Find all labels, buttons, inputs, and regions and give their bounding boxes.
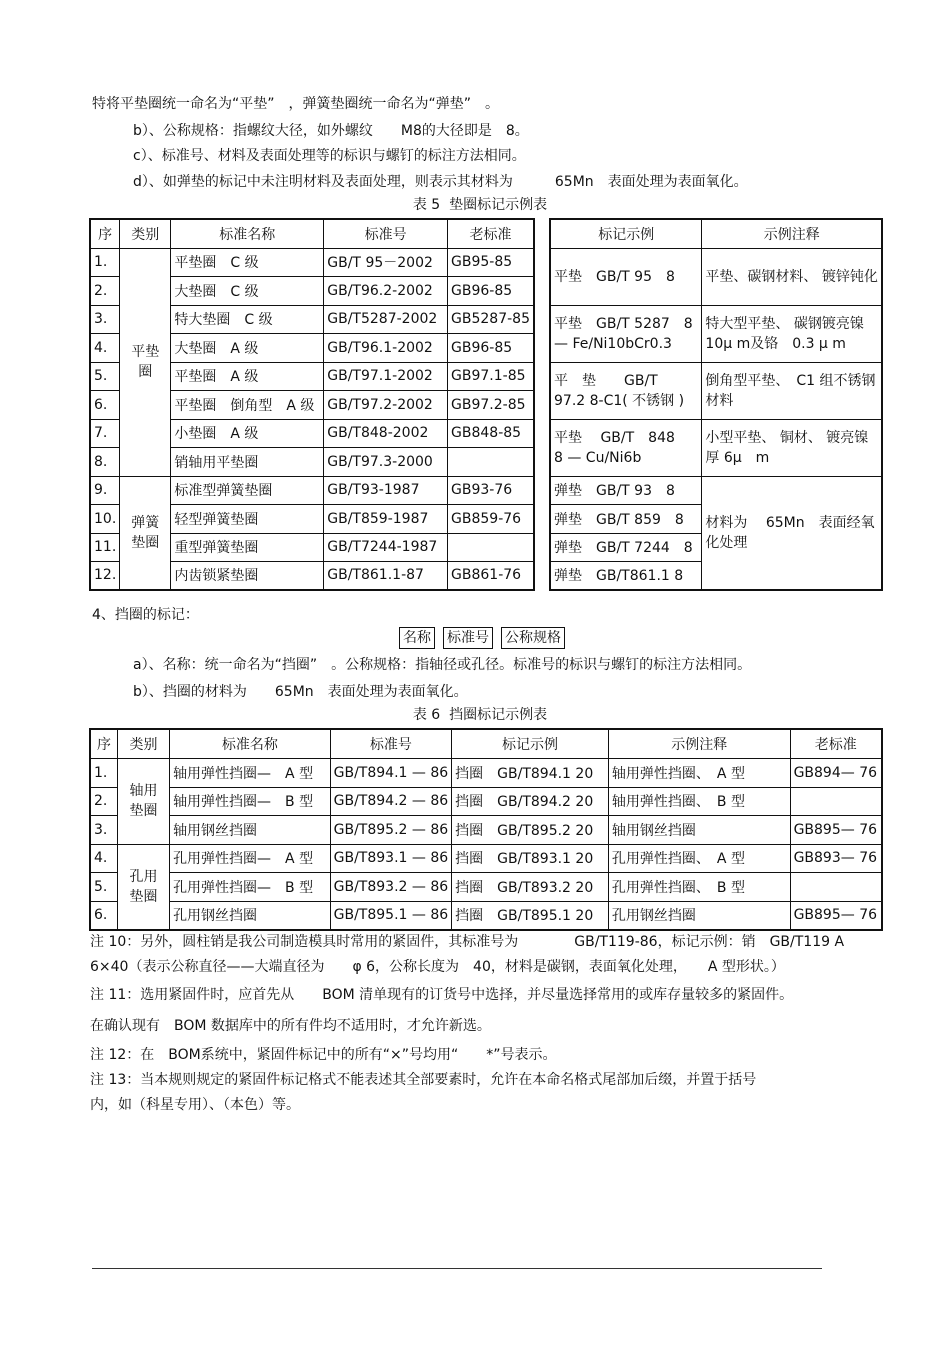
footer-rule xyxy=(92,1268,822,1269)
box-name: 名称 xyxy=(399,627,435,649)
row-no: 2. xyxy=(90,787,117,815)
section4-title: 4、挡圈的标记： xyxy=(92,607,199,623)
row-std: GB/T97.2-2002 xyxy=(324,390,448,419)
header-std-no: 标准号 xyxy=(324,219,448,248)
row-no: 2. xyxy=(90,276,120,305)
note-13-line-1: 注 13：当本规则规定的紧固件标记格式不能表述其全部要素时，允许在本命名格式尾部加后缀，并置于括号 xyxy=(90,1072,757,1088)
row-std: GB/T5287-2002 xyxy=(324,305,448,333)
example-mark: 平 垫 GB/T 97.2 8-C1( 不锈钢 ) xyxy=(550,362,702,419)
row-name: 轻型弹簧垫圈 xyxy=(171,504,324,533)
row-std: GB/T93-1987 xyxy=(324,476,448,504)
row-std: GB/T848-2002 xyxy=(324,419,448,447)
row-no: 3. xyxy=(90,815,117,844)
row-mark: 挡圈 GB/T893.2 20 xyxy=(452,872,609,901)
note-11-line-2: 在确认现有 BOM 数据库中的所有件均不适用时，才允许新选。 xyxy=(90,1018,491,1034)
header-std-name: 标准名称 xyxy=(170,729,331,758)
row-note: 轴用弹性挡圈、 A 型 xyxy=(608,758,790,787)
header-no: 序 xyxy=(90,729,117,758)
section4-line-b: b）、挡圈的材料为 65Mn 表面处理为表面氧化。 xyxy=(133,684,468,700)
header-std-no: 标准号 xyxy=(330,729,452,758)
category-shaft: 轴用垫圈 xyxy=(117,758,169,844)
row-name: 重型弹簧垫圈 xyxy=(171,533,324,561)
row-old: GB861-76 xyxy=(448,561,534,590)
row-note: 轴用弹性挡圈、 B 型 xyxy=(608,787,790,815)
row-mark: 挡圈 GB/T895.2 20 xyxy=(452,815,609,844)
row-name: 轴用弹性挡圈— A 型 xyxy=(170,758,331,787)
row-name: 轴用弹性挡圈— B 型 xyxy=(170,787,331,815)
header-old-std: 老标准 xyxy=(448,219,534,248)
box-std-no: 标准号 xyxy=(443,627,493,649)
row-note: 轴用钢丝挡圈 xyxy=(608,815,790,844)
note-12: 注 12：在 BOM系统中，紧固件标记中的所有“×”号均用“ *”号表示。 xyxy=(90,1047,557,1063)
row-std: GB/T859-1987 xyxy=(324,504,448,533)
row-old: GB96-85 xyxy=(448,333,534,362)
row-old xyxy=(448,533,534,561)
row-no: 10. xyxy=(90,504,120,533)
header-std-name: 标准名称 xyxy=(171,219,324,248)
row-std: GB/T894.1 — 86 xyxy=(330,758,452,787)
row-old: GB96-85 xyxy=(448,276,534,305)
row-std: GB/T861.1-87 xyxy=(324,561,448,590)
row-no: 7. xyxy=(90,419,120,447)
row-no: 6. xyxy=(90,390,120,419)
row-name: 平垫圈 A 级 xyxy=(171,362,324,390)
example-mark: 平垫 GB/T 5287 8 — Fe/Ni10bCr0.3 xyxy=(550,305,702,362)
header-no: 序 xyxy=(90,219,120,248)
header-old-std: 老标准 xyxy=(790,729,882,758)
row-name: 孔用钢丝挡圈 xyxy=(170,901,331,930)
example-note: 特大型平垫、 碳钢镀亮镍 10μ m及铬 0.3 μ m xyxy=(702,305,882,362)
category-flat: 平垫圈 xyxy=(120,248,171,476)
row-old: GB93-76 xyxy=(448,476,534,504)
row-old: GB859-76 xyxy=(448,504,534,533)
row-old: GB895— 76 xyxy=(790,815,882,844)
table6-caption: 表 6 挡圈标记示例表 xyxy=(412,707,548,723)
row-name: 内齿锁紧垫圈 xyxy=(171,561,324,590)
header-category: 类别 xyxy=(120,219,171,248)
example-mark: 弹垫 GB/T 93 8 xyxy=(550,476,702,504)
category-hole: 孔用垫圈 xyxy=(117,844,169,930)
row-old: GB97.1-85 xyxy=(448,362,534,390)
header-example-note: 示例注释 xyxy=(608,729,790,758)
row-std: GB/T895.2 — 86 xyxy=(330,815,452,844)
row-std: GB/T894.2 — 86 xyxy=(330,787,452,815)
example-mark: 平垫 GB/T 848 8 — Cu/Ni6b xyxy=(550,419,702,476)
example-note: 小型平垫、 铜材、 镀亮镍厚 6μ m xyxy=(702,419,882,476)
row-std: GB/T893.2 — 86 xyxy=(330,872,452,901)
row-std: GB/T96.1-2002 xyxy=(324,333,448,362)
row-old: GB97.2-85 xyxy=(448,390,534,419)
table5-right xyxy=(549,218,883,591)
header-mark-example: 标记示例 xyxy=(452,729,609,758)
row-no: 6. xyxy=(90,901,117,930)
row-std: GB/T96.2-2002 xyxy=(324,276,448,305)
row-old xyxy=(790,872,882,901)
row-mark: 挡圈 GB/T893.1 20 xyxy=(452,844,609,872)
header-example-note: 示例注释 xyxy=(702,219,882,248)
row-no: 8. xyxy=(90,447,120,476)
box-spec: 公称规格 xyxy=(501,627,565,649)
row-no: 1. xyxy=(90,758,117,787)
table5-caption: 表 5 垫圈标记示例表 xyxy=(412,197,548,213)
row-no: 5. xyxy=(90,872,117,901)
row-name: 孔用弹性挡圈— B 型 xyxy=(170,872,331,901)
row-no: 5. xyxy=(90,362,120,390)
example-mark: 弹垫 GB/T861.1 8 xyxy=(550,561,702,590)
example-mark: 平垫 GB/T 95 8 xyxy=(550,248,702,305)
row-note: 孔用弹性挡圈、 A 型 xyxy=(608,844,790,872)
note-13-line-2: 内，如（科星专用）、（本色）等。 xyxy=(90,1097,300,1113)
header-category: 类别 xyxy=(117,729,169,758)
row-name: 平垫圈 C 级 xyxy=(171,248,324,276)
row-no: 11. xyxy=(90,533,120,561)
row-no: 4. xyxy=(90,844,117,872)
row-mark: 挡圈 GB/T895.1 20 xyxy=(452,901,609,930)
row-old: GB895— 76 xyxy=(790,901,882,930)
table6 xyxy=(89,728,883,931)
row-std: GB/T97.3-2000 xyxy=(324,447,448,476)
example-note: 平垫、碳钢材料、 镀锌钝化 xyxy=(702,248,882,305)
row-no: 9. xyxy=(90,476,120,504)
row-old: GB848-85 xyxy=(448,419,534,447)
row-name: 平垫圈 倒角型 A 级 xyxy=(171,390,324,419)
note-11-line-1: 注 11：选用紧固件时，应首先从 BOM 清单现有的订货号中选择，并尽量选择常用的或库存量较多的紧固件。 xyxy=(90,987,794,1003)
row-std: GB/T97.1-2002 xyxy=(324,362,448,390)
header-mark-example: 标记示例 xyxy=(550,219,702,248)
row-std: GB/T7244-1987 xyxy=(324,533,448,561)
row-name: 孔用弹性挡圈— A 型 xyxy=(170,844,331,872)
example-note: 倒角型平垫、 C1 组不锈钢材料 xyxy=(702,362,882,419)
row-name: 销轴用平垫圈 xyxy=(171,447,324,476)
row-old xyxy=(448,447,534,476)
example-mark: 弹垫 GB/T 859 8 xyxy=(550,504,702,533)
row-old xyxy=(790,787,882,815)
table5-left xyxy=(89,218,535,591)
row-mark: 挡圈 GB/T894.1 20 xyxy=(452,758,609,787)
row-no: 12. xyxy=(90,561,120,590)
row-name: 轴用钢丝挡圈 xyxy=(170,815,331,844)
note-10-line-1: 注 10：另外，圆柱销是我公司制造模具时常用的紧固件，其标准号为 GB/T119-86，标记示例：销 GB/T119 A xyxy=(90,934,845,950)
row-old: GB894— 76 xyxy=(790,758,882,787)
row-old: GB5287-85 xyxy=(448,305,534,333)
intro-line-b: b）、公称规格：指螺纹大径，如外螺纹 M8的大径即是 8。 xyxy=(133,123,529,139)
row-mark: 挡圈 GB/T894.2 20 xyxy=(452,787,609,815)
row-old: GB893— 76 xyxy=(790,844,882,872)
intro-line-c: c）、标准号、材料及表面处理等的标识与螺钉的标注方法相同。 xyxy=(133,148,526,164)
row-note: 孔用钢丝挡圈 xyxy=(608,901,790,930)
note-10-line-2: 6×40（表示公称直径——大端直径为 φ 6，公称长度为 40，材料是碳钢，表面氧化处理， A 型形状。） xyxy=(90,959,785,975)
intro-line-1: 特将平垫圈统一命名为“平垫” ，弹簧垫圈统一命名为“弹垫” 。 xyxy=(92,96,500,112)
section4-line-a: a）、名称：统一命名为“挡圈” 。公称规格：指轴径或孔径。标准号的标识与螺钉的标注方法相同。 xyxy=(133,657,752,673)
row-std: GB/T 95－2002 xyxy=(324,248,448,276)
example-note: 材料为 65Mn 表面经氧化处理 xyxy=(702,476,882,590)
row-name: 大垫圈 C 级 xyxy=(171,276,324,305)
row-no: 4. xyxy=(90,333,120,362)
row-no: 1. xyxy=(90,248,120,276)
row-old: GB95-85 xyxy=(448,248,534,276)
row-name: 小垫圈 A 级 xyxy=(171,419,324,447)
intro-line-d: d）、如弹垫的标记中未注明材料及表面处理，则表示其材料为 65Mn 表面处理为表面氧化。 xyxy=(133,174,748,190)
format-boxes xyxy=(399,627,565,649)
row-name: 大垫圈 A 级 xyxy=(171,333,324,362)
example-mark: 弹垫 GB/T 7244 8 xyxy=(550,533,702,561)
category-spring: 弹簧垫圈 xyxy=(120,476,171,590)
row-name: 标准型弹簧垫圈 xyxy=(171,476,324,504)
row-name: 特大垫圈 C 级 xyxy=(171,305,324,333)
row-note: 孔用弹性挡圈、 B 型 xyxy=(608,872,790,901)
row-std: GB/T893.1 — 86 xyxy=(330,844,452,872)
row-no: 3. xyxy=(90,305,120,333)
row-std: GB/T895.1 — 86 xyxy=(330,901,452,930)
